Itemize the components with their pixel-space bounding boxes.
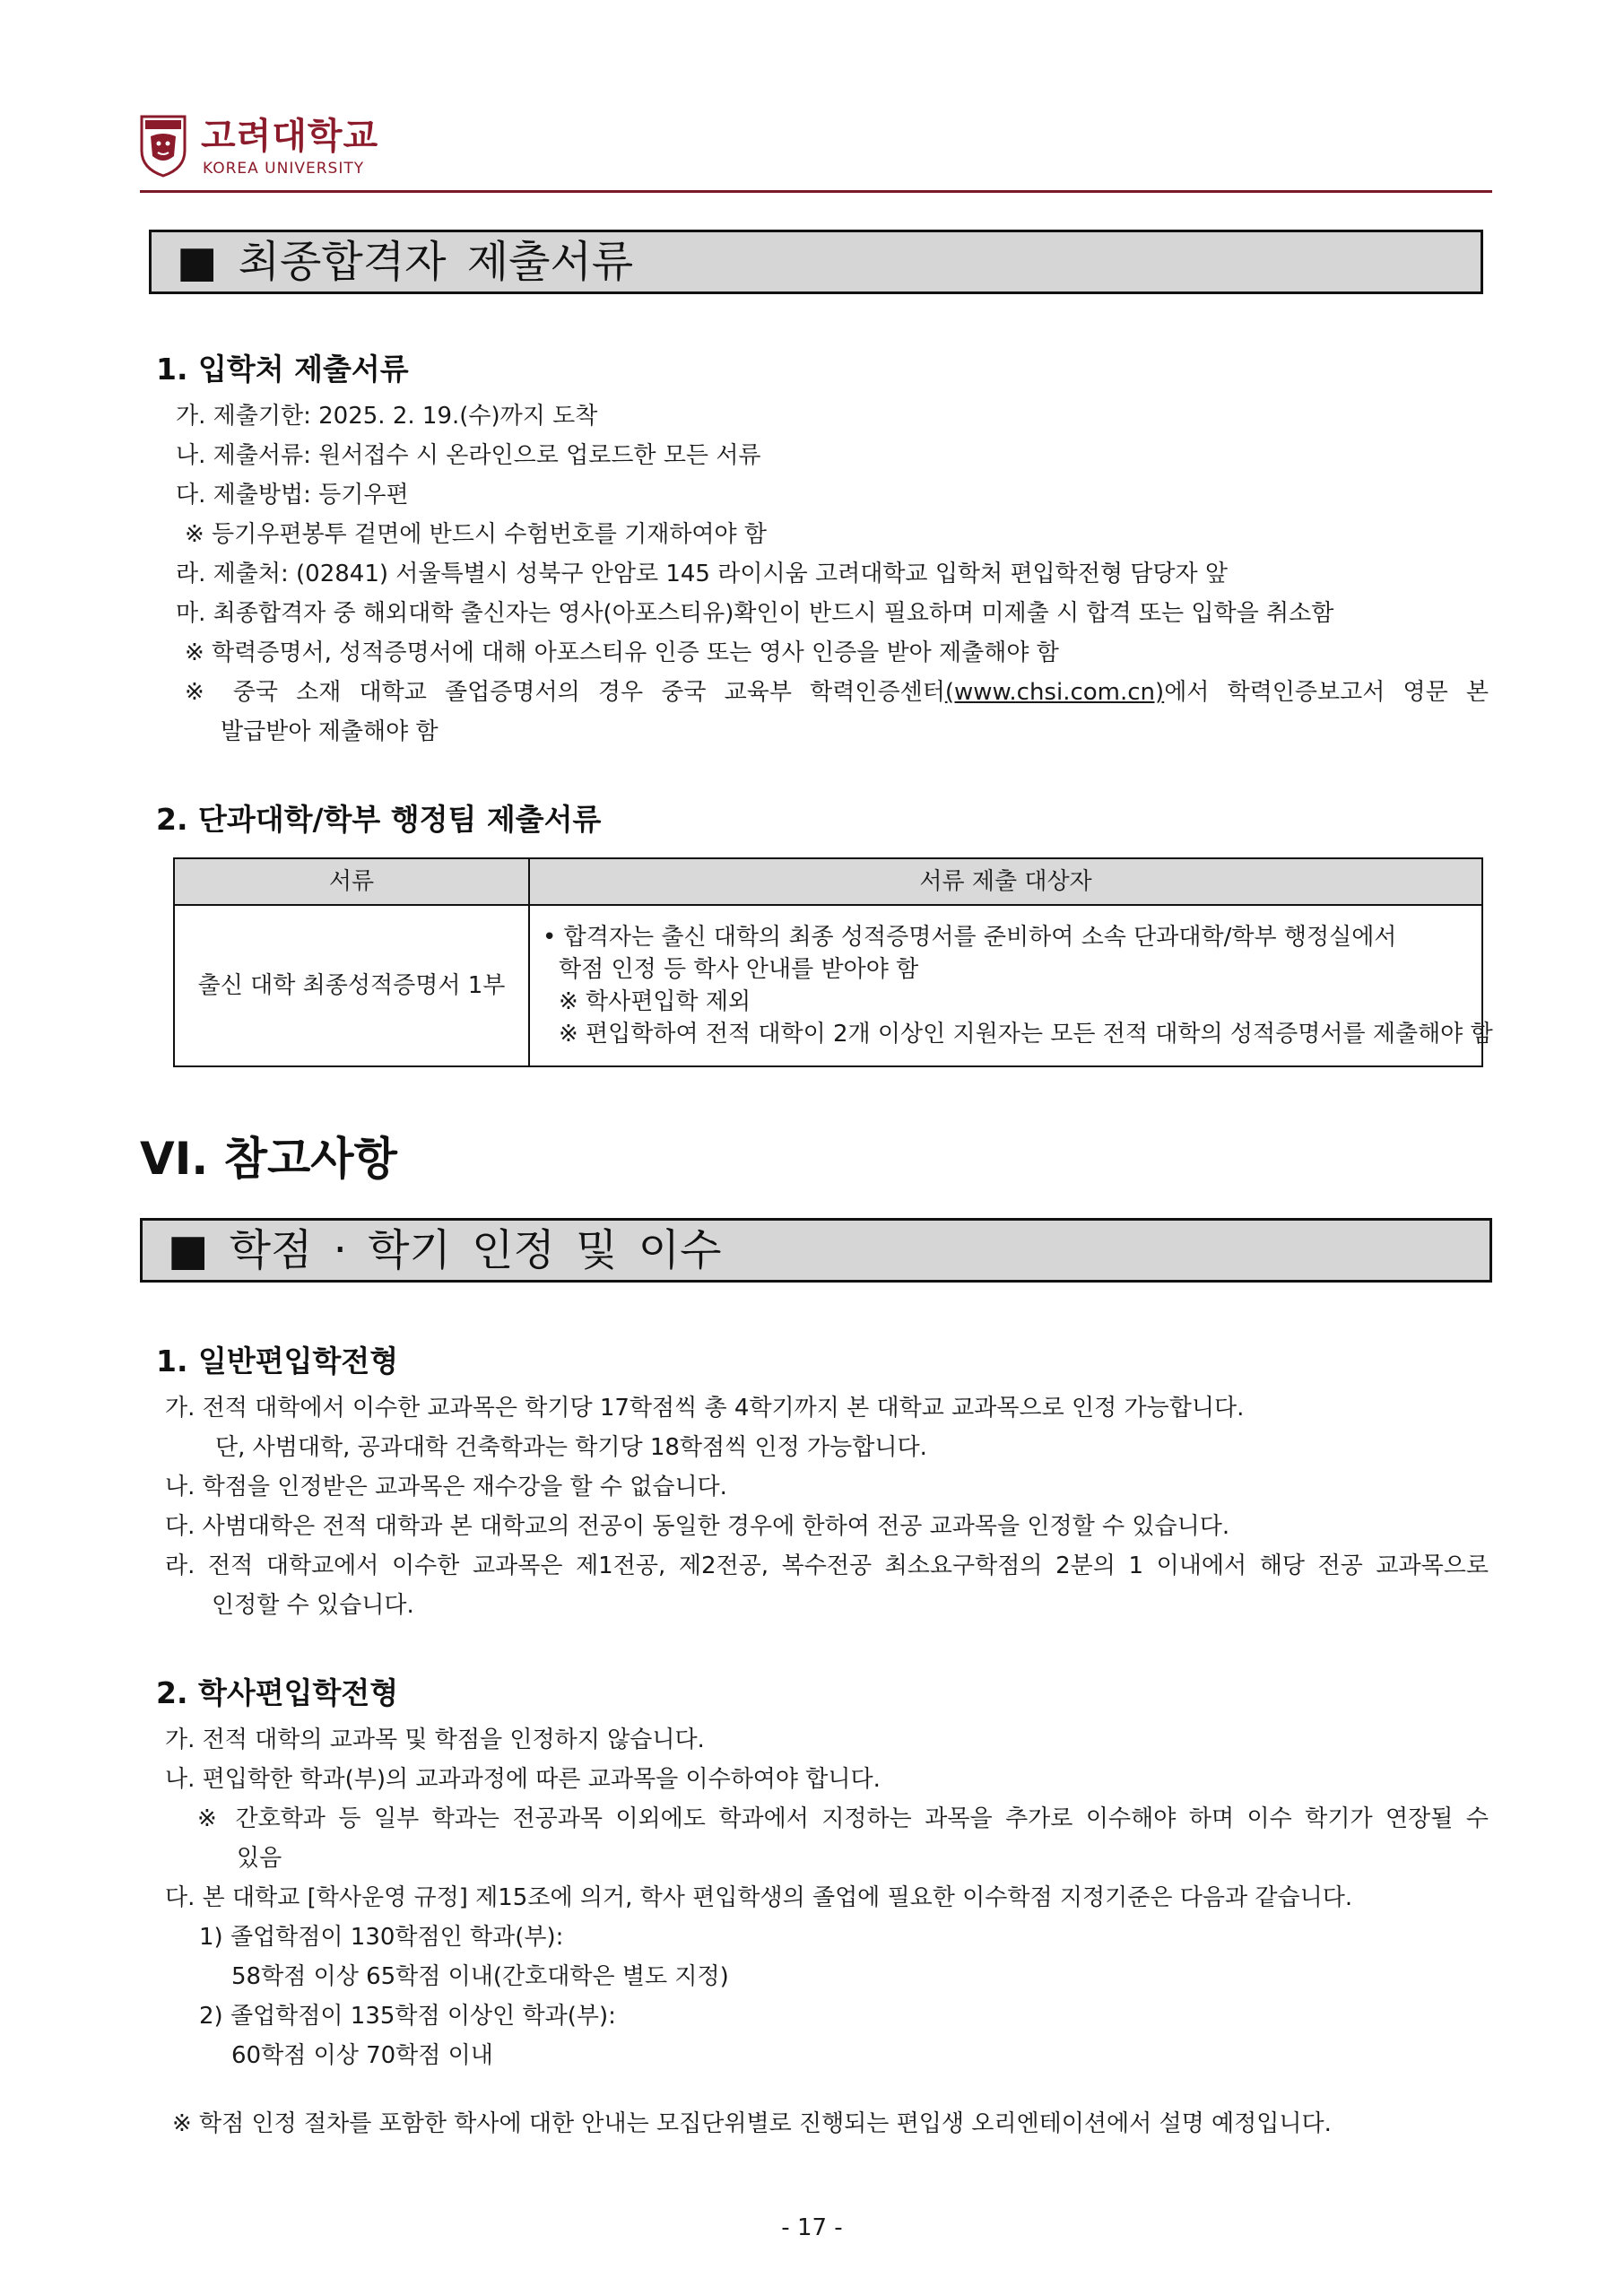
logo-english-text: KOREA UNIVERSITY: [203, 160, 365, 178]
text-line: 다. 사범대학은 전적 대학과 본 대학교의 전공이 동일한 경우에 한하여 전공 교과목을 인정할 수 있습니다.: [165, 1513, 1230, 1540]
note-china-suffix: 에서 학력인증보고서 영문 본: [1164, 679, 1489, 706]
text-line: 단, 사범대학, 공과대학 건축학과는 학기당 18학점씩 인정 가능합니다.: [215, 1434, 927, 1461]
section-box-final-documents: ■ 최종합격자 제출서류: [149, 230, 1483, 294]
text-line: 라. 전적 대학교에서 이수한 교과목은 제1전공, 제2전공, 복수전공 최소요구학점의 2분의 1 이내에서 해당 전공 교과목으로: [165, 1552, 1489, 1579]
sub-item-detail: 60학점 이상 70학점 이내: [231, 2042, 493, 2069]
sub-item: 2) 졸업학점이 135학점 이상인 학과(부):: [199, 2003, 616, 2030]
target-note: ※ 편입학하여 전적 대학이 2개 이상인 지원자는 모든 전적 대학의 성적증명서를 제출해야 함: [559, 1021, 1493, 1048]
table-row: [174, 905, 1482, 1066]
header: [140, 115, 1492, 196]
table-header-document: 서류: [174, 858, 529, 905]
text-line: 마. 최종합격자 중 해외대학 출신자는 영사(아포스티유)확인이 반드시 필요하며 미제출 시 합격 또는 입학을 취소함: [176, 600, 1334, 627]
table-cell-document: 출신 대학 최종성적증명서 1부: [174, 905, 529, 1066]
table-cell-target: [529, 905, 1493, 1066]
note-line: ※ 등기우편봉투 겉면에 반드시 수험번호를 기재하여야 함: [185, 521, 768, 548]
target-line: 학점 인정 등 학사 안내를 받아야 함: [559, 956, 919, 983]
documents-table: [173, 857, 1493, 1067]
text-line: 가. 전적 대학에서 이수한 교과목은 학기당 17학점씩 총 4학기까지 본 대학교 교과목으로 인정 가능합니다.: [165, 1395, 1245, 1422]
logo-korean-text: 고려대학교: [201, 116, 379, 157]
text-line: 가. 전적 대학의 교과목 및 학점을 인정하지 않습니다.: [165, 1726, 705, 1753]
page-number: - 17 -: [781, 2214, 843, 2241]
note-line: ※ 간호학과 등 일부 학과는 전공과목 이외에도 학과에서 지정하는 과목을 추가로 이수해야 하며 이수 학기가 연장될 수: [197, 1805, 1489, 1832]
table-header-target: 서류 제출 대상자: [529, 858, 1482, 905]
heading-bachelor-transfer: 2. 학사편입학전형: [156, 1675, 399, 1710]
chsi-link[interactable]: (www.chsi.com.cn): [944, 679, 1165, 706]
heading-college-documents: 2. 단과대학/학부 행정팀 제출서류: [156, 802, 602, 837]
sub-item-detail: 58학점 이상 65학점 이내(간호대학은 별도 지정): [231, 1963, 729, 1990]
heading-admissions-documents: 1. 입학처 제출서류: [156, 352, 409, 387]
text-line: 나. 편입학한 학과(부)의 교과과정에 따른 교과목을 이수하여야 합니다.: [165, 1766, 881, 1793]
text-line: 라. 제출처: (02841) 서울특별시 성북구 안암로 145 라이시움 고려대학교 입학처 편입학전형 담당자 앞: [176, 561, 1229, 587]
text-line: 나. 학점을 인정받은 교과목은 재수강을 할 수 없습니다.: [165, 1474, 727, 1500]
target-line: • 합격자는 출신 대학의 최종 성적증명서를 준비하여 소속 단과대학/학부 행정실에서: [543, 924, 1397, 951]
chapter-title-references: VI. 참고사항: [140, 1133, 397, 1185]
note-continuation: 있음: [237, 1845, 282, 1872]
note-china-prefix: ※ 중국 소재 대학교 졸업증명서의 경우 중국 교육부 학력인증센터: [185, 679, 945, 706]
section-box-credit-recognition: ■ 학점 · 학기 인정 및 이수: [140, 1218, 1492, 1283]
text-line: 나. 제출서류: 원서접수 시 온라인으로 업로드한 모든 서류: [176, 442, 761, 469]
header-divider: [140, 190, 1492, 193]
sub-item: 1) 졸업학점이 130학점인 학과(부):: [199, 1924, 564, 1951]
final-note: ※ 학점 인정 절차를 포함한 학사에 대한 안내는 모집단위별로 진행되는 편입생 오리엔테이션에서 설명 예정입니다.: [172, 2110, 1332, 2137]
text-line: 다. 본 대학교 [학사운영 규정] 제15조에 의거, 학사 편입학생의 졸업에 필요한 이수학점 지정기준은 다음과 같습니다.: [165, 1884, 1353, 1911]
note-china-continuation: 발급받아 제출해야 함: [221, 718, 439, 745]
note-china-certificate: [185, 676, 1489, 709]
target-note: ※ 학사편입학 제외: [559, 988, 751, 1015]
table-header-row: [174, 858, 1482, 905]
text-line: 다. 제출방법: 등기우편: [176, 482, 409, 509]
text-line: 인정할 수 있습니다.: [212, 1592, 414, 1619]
korea-university-emblem-icon: [140, 115, 187, 178]
note-line: ※ 학력증명서, 성적증명서에 대해 아포스티유 인증 또는 영사 인증을 받아 제출해야 함: [185, 639, 1059, 666]
heading-general-transfer: 1. 일반편입학전형: [156, 1344, 399, 1378]
text-line: 가. 제출기한: 2025. 2. 19.(수)까지 도착: [176, 403, 598, 430]
